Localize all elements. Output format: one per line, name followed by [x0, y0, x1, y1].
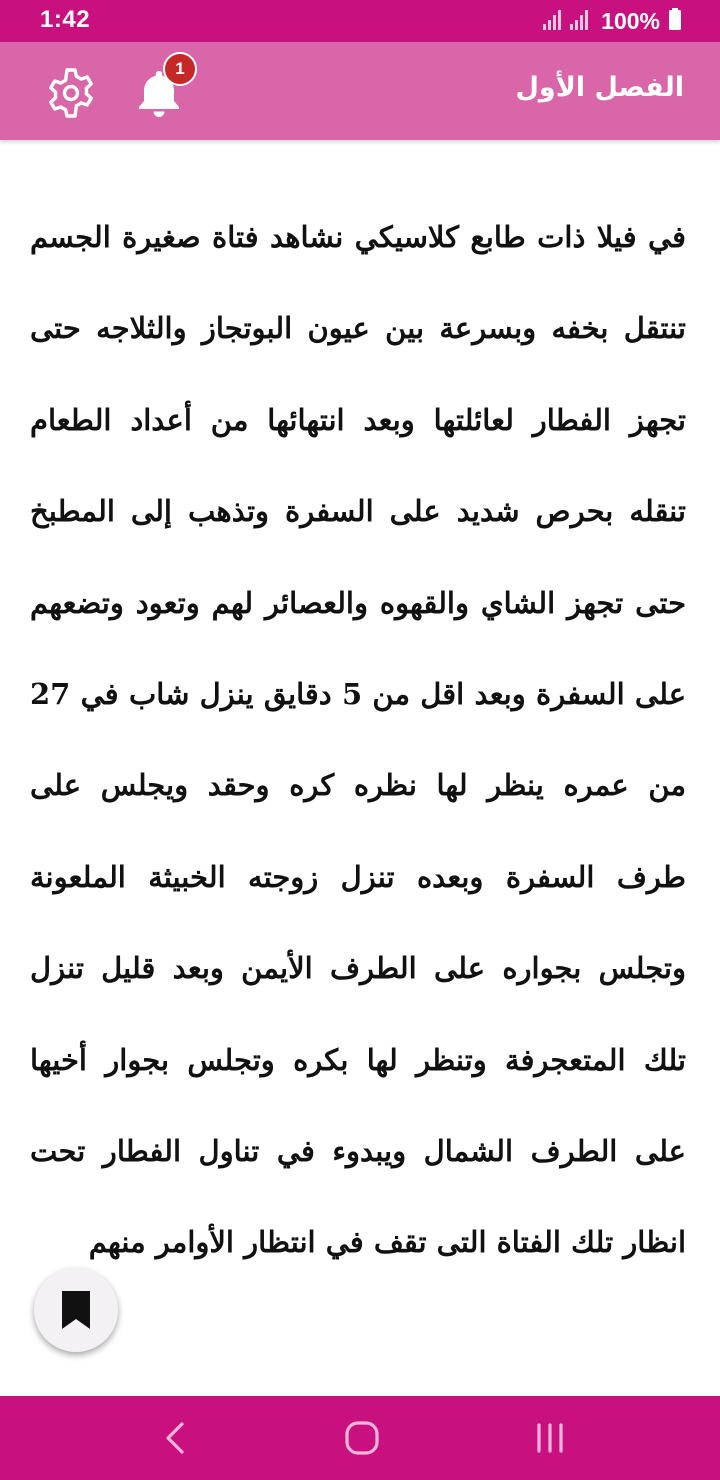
notification-badge: 1	[163, 52, 197, 86]
navigation-bar	[0, 1396, 720, 1480]
bookmark-button[interactable]	[34, 1268, 118, 1352]
status-indicators	[543, 6, 682, 36]
chapter-text: في فيلا ذات طابع كلاسيكي نشاهد فتاة صغيرة الجسم تنتقل بخفه وبسرعة بين عيون البوتجاز والثلاجه حتى تجهز الفطار لعائلتها وبعد انتهائها من أعداد الطعام تنقله بحرص شديد على السفرة وتذهب إلى المطبخ حتى تجهز الشاي والقهوه والعصائر لهم وتعود وتضعهم على السفرة وبعد اقل من 5 دقايق ينزل شاب في 27 من عمره ينظر لها نظره كره وحقد ويجلس على طرف السفرة وبعده تنزل زوجته الخبيثة الملعونة وتجلس بجواره على الطرف الأيمن وبعد قليل تنزل تلك المتعجرفة وتنظر لها بكره وتجلس بجوار أخيها على الطرف الشمال ويبدوء في تناول الفطار تحت انظار تلك الفتاة التى تقف في انتظار الأوامر منهم	[30, 220, 687, 1260]
app-bar	[0, 42, 720, 140]
chapter-content[interactable]	[0, 140, 720, 1396]
page-title: الفصل الأول	[515, 72, 684, 103]
settings-icon	[44, 66, 98, 120]
home-icon	[332, 1418, 392, 1458]
status-time: 1:42	[40, 6, 91, 33]
back-icon	[146, 1418, 206, 1458]
back-button[interactable]	[146, 1418, 206, 1458]
recent-apps-button[interactable]	[520, 1418, 580, 1458]
recent-apps-icon	[520, 1418, 580, 1458]
battery-icon	[668, 8, 682, 34]
bookmark-icon	[62, 1291, 90, 1329]
home-button[interactable]	[332, 1418, 392, 1458]
status-bar	[0, 0, 720, 42]
battery-percentage: 100%	[601, 7, 660, 34]
signal-icon	[543, 8, 593, 34]
settings-button[interactable]	[44, 66, 98, 120]
